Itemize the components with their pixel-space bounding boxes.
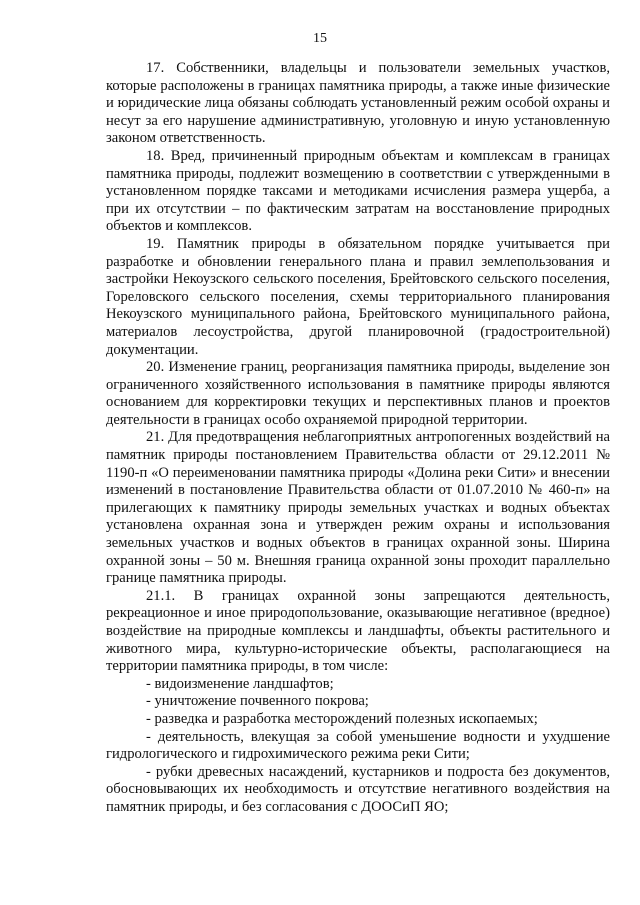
list-item: - рубки древесных насаждений, кустарников и подроста без документов, обосновывающих их необходимость и отсутствие негативного воздействия на памятник природы, и без согласования с ДООСиП ЯО;: [106, 763, 610, 815]
list-item: - уничтожение почвенного покрова;: [146, 693, 369, 710]
list-item: - разведка и разработка месторождений полезных ископаемых;: [146, 710, 538, 727]
paragraph-19: 19. Памятник природы в обязательном порядке учитывается при разработке и обновлении генерального плана и правил землепользования и застройки Некоузского сельского поселения, Брейтовского сельского поселения, Гореловского сельского поселения, схемы территориального планирования Некоузского муниципального района, Брейтовского муниципального района, материалов лесоустройства, другой планировочной (градостроительной) документации.: [106, 235, 610, 358]
paragraph-17: 17. Собственники, владельцы и пользователи земельных участков, которые расположены в границах памятника природы, а также иные физические и юридические лица обязаны соблюдать установленный режим особой охраны и несут за его нарушение административную, уголовную и иную установленную законом ответственность.: [106, 60, 610, 147]
paragraph-21: 21. Для предотвращения неблагоприятных антропогенных воздействий на памятник природы постановлением Правительства области от 29.12.2011 № 1190-п «О переименовании памятника природы «Долина реки Сити» и внесении изменений в постановление Правительства области от 01.07.2010 № 460-п» на прилегающих к памятнику природы земельных участках и водных объектах установлена охранная зона и утвержден режим охраны и использования земельных участков и водных объектов в границах охранной зоны. Ширина охранной зоны – 50 м. Внешняя граница охранной зоны проходит параллельно границе памятника природы.: [106, 429, 610, 587]
paragraph-21-1: 21.1. В границах охранной зоны запрещаются деятельность, рекреационное и иное природопользование, оказывающие негативное (вредное) воздействие на природные комплексы и ландшафты, объекты растительного и животного мира, культурно-исторические объекты, располагающиеся на территории памятника природы, в том числе:: [106, 587, 610, 675]
paragraph-18: 18. Вред, причиненный природным объектам и комплексам в границах памятника природы, подлежит возмещению в соответствии с утвержденными в установленном порядке таксами и методиками исчисления размера ущерба, а при их отсутствии – по фактическим затратам на восстановление природных объектов и комплексов.: [106, 147, 610, 235]
page-number: 15: [313, 31, 327, 46]
list-item: - деятельность, влекущая за собой уменьшение водности и ухудшение гидрологического и гидрохимического режима реки Сити;: [106, 728, 610, 763]
list-item: - видоизменение ландшафтов;: [146, 675, 334, 692]
paragraph-20: 20. Изменение границ, реорганизация памятника природы, выделение зон ограниченного хозяйственного использования в памятнике природы являются основанием для корректировки текущих и перспективных планов и проектов деятельности в границах особо охраняемой природной территории.: [106, 359, 610, 428]
document-body: [106, 60, 610, 817]
